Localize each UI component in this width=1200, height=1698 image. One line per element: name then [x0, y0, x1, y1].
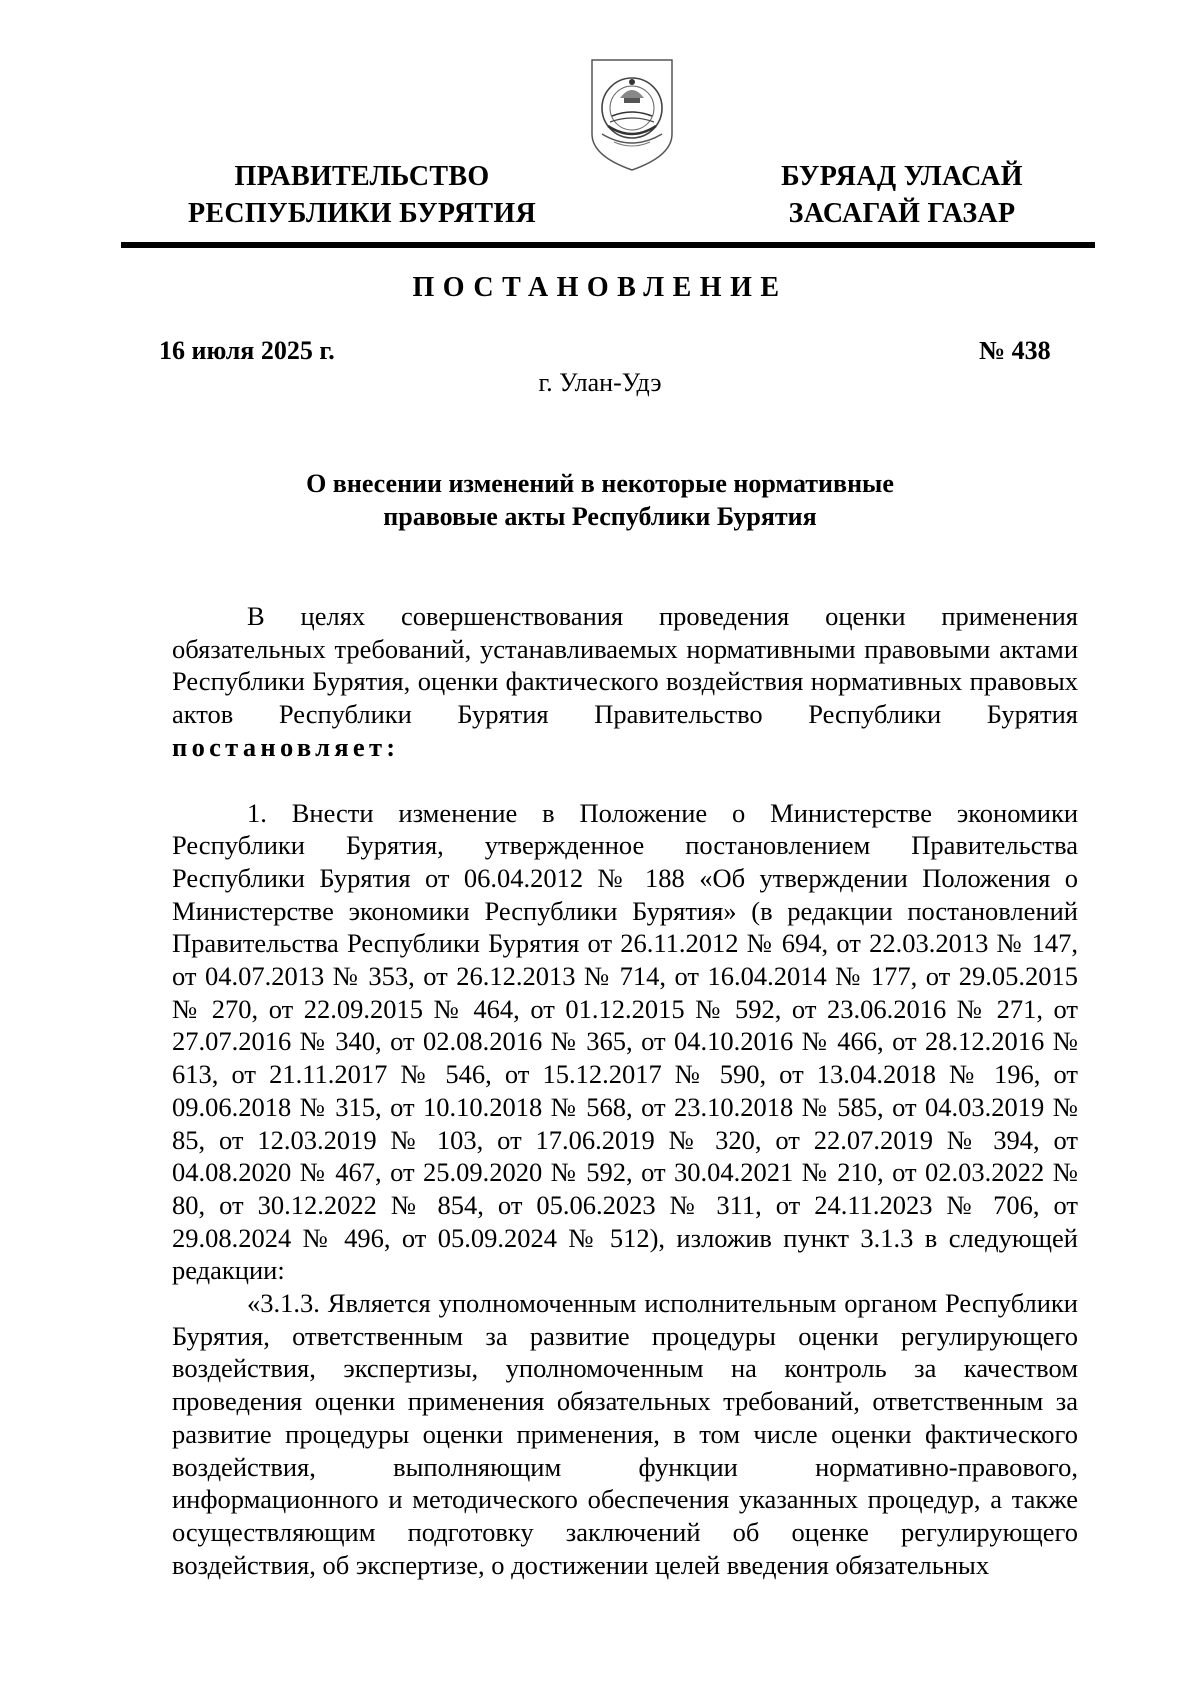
document-body — [172, 600, 1078, 1581]
org-name-left — [170, 158, 554, 232]
document-title-line1: О внесении изменений в некоторые нормативные — [306, 469, 894, 498]
document-date: 16 июля 2025 г. — [159, 336, 335, 365]
document-city: г. Улан-Удэ — [538, 368, 662, 397]
document-title-line2: правовые акты Республики Бурятия — [383, 502, 817, 531]
org-right-line2: ЗАСАГАЙ ГАЗАР — [788, 198, 1016, 229]
org-left-line2: РЕСПУБЛИКИ БУРЯТИЯ — [188, 198, 536, 229]
item-1-paragraph: 1. Внести изменение в Положение о Министерстве экономики Республики Бурятия, утвержденное постановлением Правительства Республики Бурятия от 06.04.2012 № 188 «Об утверждении Положения о Министерстве экономики Республики Бурятия» (в редакции постановлений Правительства Республики Бурятия от 26.11.2012 № 694, от 22.03.2013 № 147, от 04.07.2013 № 353, от 26.12.2013 № 714, от 16.04.2014 № 177, от 29.05.2015 № 270, от 22.09.2015 № 464, от 01.12.2015 № 592, от 23.06.2016 № 271, от 27.07.2016 № 340, от 02.08.2016 № 365, от 04.10.2016 № 466, от 28.12.2016 № 613, от 21.11.2017 № 546, от 15.12.2017 № 590, от 13.04.2018 № 196, от 09.06.2018 № 315, от 10.10.2018 № 568, от 23.10.2018 № 585, от 04.03.2019 № 85, от 12.03.2019 № 103, от 17.06.2019 № 320, от 22.07.2019 № 394, от 04.08.2020 № 467, от 25.09.2020 № 592, от 30.04.2021 № 210, от 02.03.2022 № 80, от 30.12.2022 № 854, от 05.06.2023 № 311, от 24.11.2023 № 706, от 29.08.2024 № 496, от 05.09.2024 № 512), изложив пункт 3.1.3 в следующей редакции: — [172, 797, 1078, 1286]
document-title — [200, 467, 1000, 533]
org-right-line1: БУРЯАД УЛАСАЙ — [781, 161, 1023, 192]
decree-word: постановляет: — [172, 731, 400, 762]
intro-text: В целях совершенствования проведения оценки применения обязательных требований, устанавливаемых нормативными правовыми актами Республики Бурятия, оценки фактического воздействия нормативных правовых актов Республики Бурятия Правительство Республики Бурятия — [172, 601, 1078, 730]
header-divider — [121, 242, 1095, 248]
intro-paragraph — [172, 600, 1078, 764]
org-left-line1: ПРАВИТЕЛЬСТВО — [234, 161, 490, 192]
org-name-right — [752, 158, 1052, 232]
document-type: ПОСТАНОВЛЕНИЕ — [412, 272, 788, 303]
document-number: № 438 — [979, 336, 1051, 365]
coat-of-arms-emblem — [586, 56, 678, 174]
item-3-1-3-paragraph: «3.1.3. Является уполномоченным исполнительным органом Республики Бурятия, ответственным за развитие процедуры оценки регулирующего воздействия, экспертизы, уполномоченным на контроль за качеством проведения оценки применения обязательных требований, ответственным за развитие процедуры оценки применения, в том числе оценки фактического воздействия, выполняющим функции нормативно-правового, информационного и методического обеспечения указанных процедур, а также осуществляющим подготовку заключений об оценке регулирующего воздействия, об экспертизе, о достижении целей введения обязательных — [172, 1288, 1078, 1580]
